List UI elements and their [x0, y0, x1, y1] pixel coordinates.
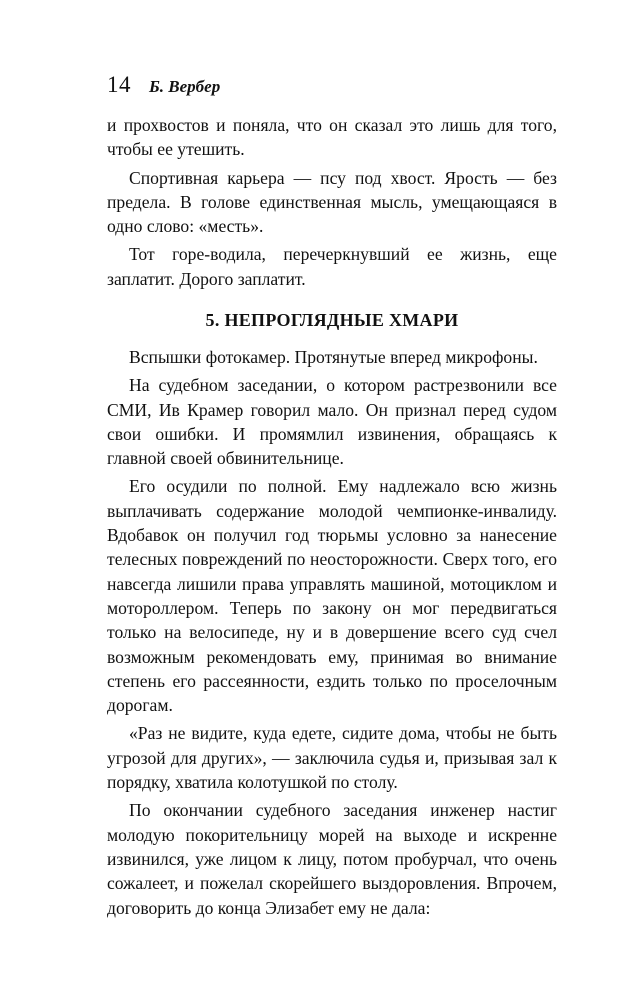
- paragraph: На судебном заседании, о котором растрезвонили все СМИ, Ив Крамер говорил мало. Он признал перед судом свои ошибки. И промямлил извинения, обращаясь к главной своей обвинительнице.: [107, 375, 557, 469]
- author-running-head: Б. Вербер: [149, 77, 221, 96]
- text-block-chapter-body: [107, 345, 557, 920]
- paragraph: Тот горе-водила, перечеркнувший ее жизнь, еще заплатит. Дорого заплатит.: [107, 244, 557, 289]
- paragraph: Его осудили по полной. Ему надлежало всю жизнь выплачивать содержание молодой чемпионке-инвалиду. Вдобавок он получил год тюрьмы условно за нанесение телесных повреждений по неосторожности. Сверх того, его навсегда лишили права управлять машиной, мотоциклом и мотороллером. Теперь по закону он мог передвигаться только на велосипеде, ну и в довершение всего суд счел возможным рекомендовать ему, принимая во внимание степень его рассеянности, ездить только по проселочным дорогам.: [107, 476, 557, 716]
- paragraph-continuation: и прохвостов и поняла, что он сказал это лишь для того, чтобы ее утешить.: [107, 115, 557, 160]
- paragraph: Спортивная карьера — псу под хвост. Ярость — без предела. В голове единственная мысль, умещающаяся в одно слово: «месть».: [107, 167, 557, 237]
- chapter-title: 5. НЕПРОГЛЯДНЫЕ ХМАРИ: [205, 310, 459, 330]
- paragraph: По окончании судебного заседания инженер настиг молодую покорительницу морей на выходе и искренне извинился, уже лицом к лицу, потом пробурчал, что очень сожалеет, и пожелал скорейшего выздоровления. Впрочем, договорить до конца Элизабет ему не дала:: [107, 800, 557, 918]
- running-header: [107, 72, 220, 108]
- text-block-before-chapter: [107, 113, 557, 291]
- page-number: 14: [107, 72, 131, 97]
- paragraph: «Раз не видите, куда едете, сидите дома, чтобы не быть угрозой для других», — заключила судья и, призывая зал к порядку, хватила колотушкой по столу.: [107, 723, 557, 793]
- paragraph: Вспышки фотокамер. Протянутые вперед микрофоны.: [129, 347, 538, 367]
